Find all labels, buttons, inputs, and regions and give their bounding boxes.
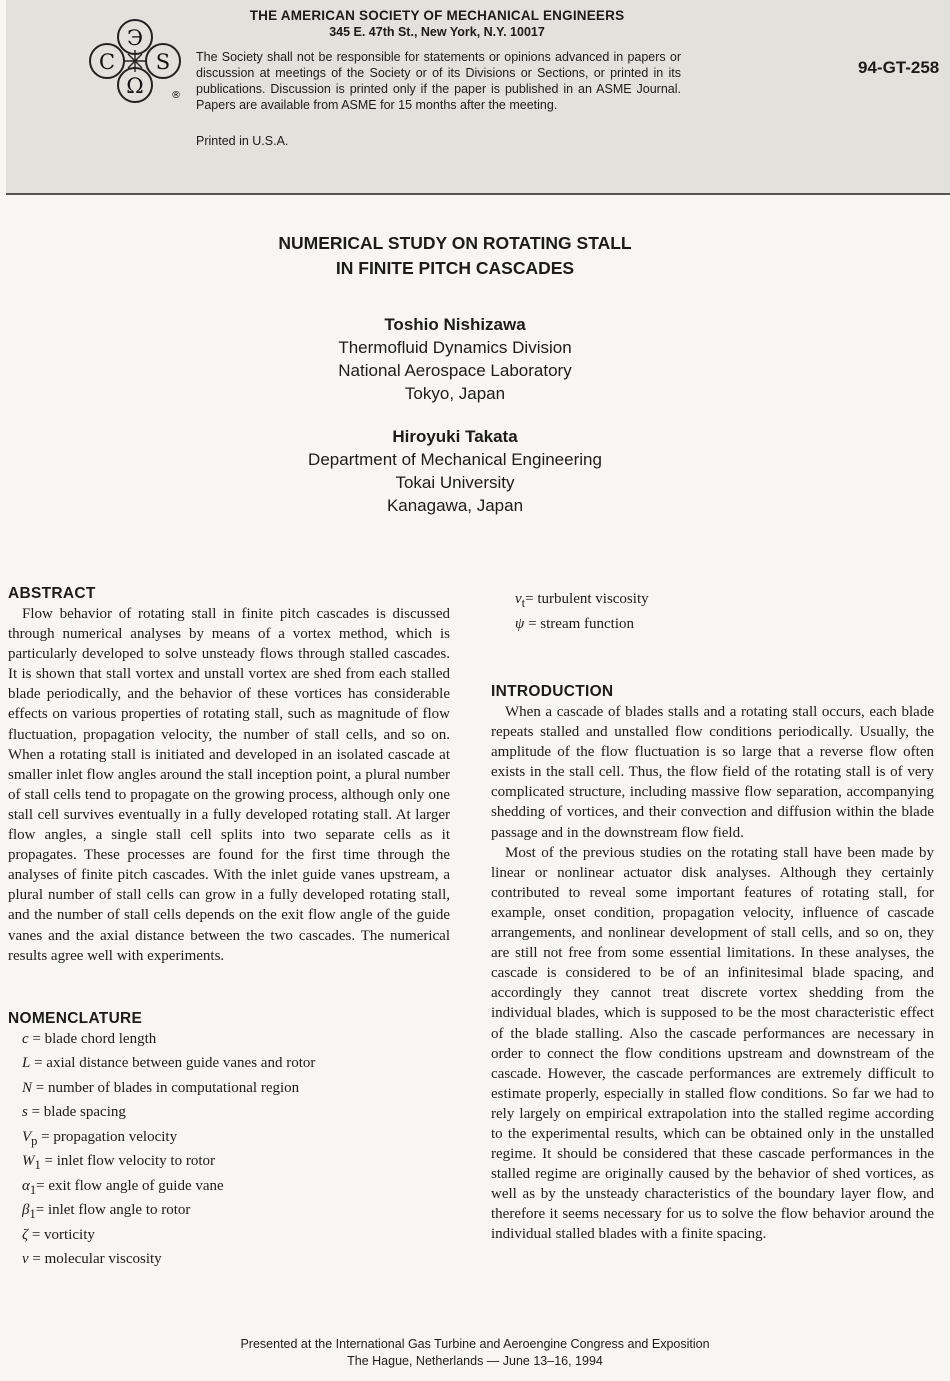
disclaimer-text: The Society shall not be responsible for statements or opinions advanced in papers or discussion at meetings of the Society or of its Divisions or Sections, or printed in its publications. Discussion is printed only if the paper is published in an ASME Journal. Papers are available from ASME for 15 months after the meeting.	[196, 50, 681, 112]
paper-number: 94-GT-258	[858, 58, 940, 77]
nomenclature-item: ν = molecular viscosity	[22, 1251, 162, 1268]
nomenclature-list	[8, 1029, 450, 1274]
author-location: Kanagawa, Japan	[386, 496, 524, 515]
nomenclature-item: $\alpha_1=$ exit flow angle of guide vane	[22, 1177, 224, 1197]
author-name: Hiroyuki Takata	[392, 427, 518, 446]
paper-title: NUMERICAL STUDY ON ROTATING STALL IN FINITE PITCH CASCADES	[278, 233, 632, 278]
left-column	[8, 584, 450, 1274]
author-affiliation: Thermofluid Dynamics Division	[338, 338, 572, 357]
logo-letter-right: S	[155, 50, 171, 74]
author-affiliation: National Aerospace Laboratory	[338, 361, 572, 380]
author-affiliation: Department of Mechanical Engineering	[308, 450, 602, 469]
footer-location-date: The Hague, Netherlands — June 13–16, 1994	[347, 1354, 603, 1368]
nomenclature-item: ψ = stream function	[515, 615, 635, 632]
society-address: 345 E. 47th St., New York, N.Y. 10017	[329, 25, 545, 39]
logo-letter-bottom: Ω	[126, 74, 144, 98]
nomenclature-list-continued	[501, 589, 934, 638]
nomenclature-item: L = axial distance between guide vanes and rotor	[22, 1055, 316, 1072]
nomenclature-item: N = number of blades in computational region	[22, 1079, 300, 1096]
nomenclature-item: $W_1$ = inlet flow velocity to rotor	[22, 1153, 216, 1173]
introduction-heading: INTRODUCTION	[491, 683, 614, 700]
author-name: Toshio Nishizawa	[384, 315, 526, 334]
author-location: Tokyo, Japan	[404, 384, 506, 403]
author-block	[200, 313, 710, 405]
asme-logo-icon	[87, 18, 183, 104]
logo-letter-top: Э	[126, 26, 144, 50]
nomenclature-item: $\nu_t=$ turbulent viscosity	[515, 591, 649, 610]
printed-in: Printed in U.S.A.	[196, 134, 289, 148]
author-affiliation: Tokai University	[395, 473, 515, 492]
conference-footer	[150, 1336, 800, 1370]
author-block	[200, 425, 710, 517]
nomenclature-item: c = blade chord length	[22, 1030, 157, 1047]
nomenclature-heading: NOMENCLATURE	[8, 1009, 143, 1027]
nomenclature-item: $V_p$ = propagation velocity	[22, 1128, 178, 1148]
nomenclature-item: $\beta_1=$ inlet flow angle to rotor	[22, 1202, 191, 1222]
registered-mark: ®	[171, 90, 181, 101]
introduction-paragraph: Most of the previous studies on the rotating stall have been made by linear or nonlinear actuator disk analyses. Although they certainly contributed to reveal some important features of rotating stall, for example, onset condition, propagation velocity, influence of cascade arrangements, and nonlinear development of stall cells, and so on, they are still not free from some essential limitations. In these analyses, the cascade is considered to be of an infinitesimal blade spacing, and accordingly they cannot treat discrete vortex shedding from the individual blades, which is supposed to be the most characteristic effect of the blade stalling. Also the cascade performances are necessary in order to connect the flow conditions upstream and downstream of the cascade. However, the cascade performances are extremely difficult to estimate properly, especially in stalled flow conditions. So far we had to rely largely on empirical extrapolation into the stalled regime according to the experimental results, which can be obtained only in the unstalled regime. It should be considered that these cascade performances in the stalled regime are originally caused by the behavior of shed vortices, as well as by the unsteady characteristics of the boundary layer flow, and therefore it seems necessary for us to solve the flow behavior around the individual stalled blades with a finite spacing.	[491, 844, 934, 1243]
abstract-heading: ABSTRACT	[8, 585, 96, 602]
nomenclature-item: s = blade spacing	[22, 1104, 126, 1121]
logo-letter-left: С	[98, 50, 116, 74]
introduction-paragraph: When a cascade of blades stalls and a rotating stall occurs, each blade repeats stalled and unstalled flow conditions periodically. Usually, the amplitude of the flow fluctuation is so large that a reverse flow often exists in the stall cell. Thus, the flow field of the rotating stall is of very complicated structure, including massive flow separation, accompanying shedding of vortices, and their convection and diffusion within the blade passage and in the downstream flow field.	[491, 704, 934, 841]
abstract-text: Flow behavior of rotating stall in finite pitch cascades is discussed through numerical analyses by means of a vortex method, which is particularly developed to solve unsteady flows through stalled cascades. It is shown that stall vortex and unstall vortex are shed from each stalled blade periodically, and the behavior of these vortices has considerable effects on various properties of rotating stall, such as magnitude of flow fluctuation, propagation velocity, the number of stall cells, and so on. When a rotating stall is initiated and developed in an isolated cascade at smaller inlet flow angles around the stall inception point, a plural number of stall cells tend to propagate on the growing process, although only one stall cell survives eventually in a fully developed rotating stall. At larger flow angles, a single stall cell splits into two separate cells as it propagates. These processes are found for the first time through the analyses of finite pitch cascades. With the inlet guide vanes upstream, a plural number of stall cells can grow in a fully developed rotating stall, and the number of stall cells depends on the exit flow angle of the guide vanes and the axial distance between the two cascades. The numerical results agree well with experiments.	[8, 606, 450, 964]
right-column	[491, 589, 934, 1245]
nomenclature-item: ζ = vorticity	[22, 1226, 95, 1243]
society-name: THE AMERICAN SOCIETY OF MECHANICAL ENGINEERS	[249, 8, 625, 23]
footer-conference: Presented at the International Gas Turbine and Aeroengine Congress and Exposition	[240, 1337, 710, 1351]
